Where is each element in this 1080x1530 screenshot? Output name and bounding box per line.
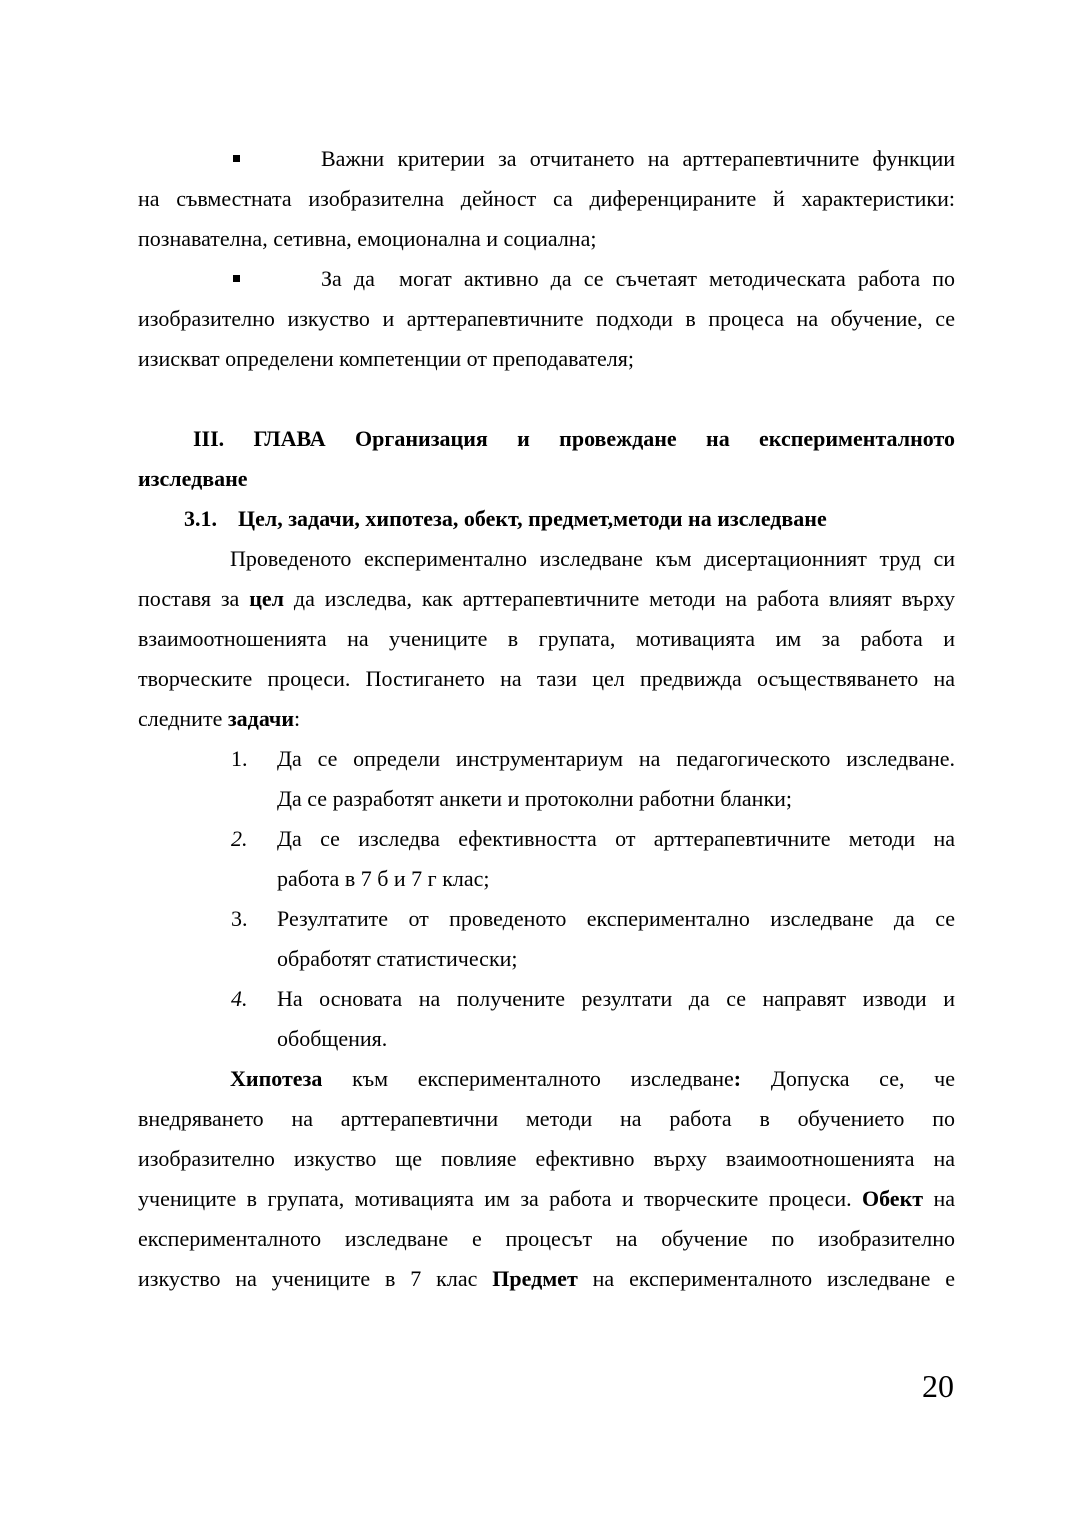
section-number: 3.1. (184, 506, 217, 531)
bullet-2-line-2: изобразително изкуство и арттерапевтичните подходи в процеса на обучение, се (138, 306, 955, 331)
task-4-line-1: На основата на получените резултати да се направят изводи и (277, 986, 955, 1011)
task-2-line-1: Да се изследва ефективността от арттерапевтичните методи на (277, 826, 955, 851)
bullet-1-line-2: на съвместната изобразителна дейност са диференцираните й характеристики: (138, 186, 955, 211)
task-number: 1. (231, 746, 248, 771)
hypothesis-line-2: внедряването на арттерапевтични методи на работа в обучението по (138, 1106, 955, 1131)
chapter-heading-line-1: III. ГЛАВА Организация и провеждане на експерименталното (193, 426, 955, 451)
intro-line-3: взаимоотношенията на учениците в групата, мотивацията им за работа и (138, 626, 955, 651)
hypothesis-term: Хипотеза (230, 1066, 323, 1091)
task-3-line-2: обработят статистически; (277, 946, 518, 971)
hypothesis-line-4: учениците в групата, мотивацията им за работа и творческите процеси. Обект на (138, 1186, 955, 1211)
task-2-line-2: работа в 7 б и 7 г клас; (277, 866, 490, 891)
hypothesis-line-6: изкуство на учениците в 7 клас Предмет на експерименталното изследване е (138, 1266, 955, 1291)
hypothesis-line-5: експерименталното изследване е процесът на обучение по изобразително (138, 1226, 955, 1251)
bullet-2-line-3: изискват определени компетенции от преподавателя; (138, 346, 635, 371)
hypothesis-line-3: изобразително изкуство ще повлияе ефективно върху взаимоотношенията на (138, 1146, 955, 1171)
bullet-square-icon (233, 275, 240, 282)
task-number: 3. (231, 906, 248, 931)
subject-term: Предмет (492, 1266, 578, 1291)
tasks-term: задачи (227, 706, 295, 731)
task-3-line-1: Резултатите от проведеното експериментално изследване да се (277, 906, 955, 931)
goal-term: цел (249, 586, 284, 611)
object-term: Обект (861, 1186, 924, 1211)
bullet-square-icon (233, 155, 240, 162)
task-1-line-1: Да се определи инструментариум на педагогическото изследване. (277, 746, 955, 771)
chapter-heading-line-2: изследване (138, 466, 248, 491)
section-title: Цел, задачи, хипотеза, обект, предмет,методи на изследване (238, 506, 827, 531)
bullet-1-line-1: Важни критерии за отчитането на арттерапевтичните функции (321, 146, 955, 171)
page-number: 20 (922, 1368, 954, 1404)
task-number: 2. (231, 826, 248, 851)
intro-line-2: поставя за цел да изследва, как арттерапевтичните методи на работа влияят върху (138, 586, 955, 611)
intro-line-5: следните задачи: (138, 706, 301, 731)
bullet-2-line-1: За да могат активно да се съчетаят методическата работа по (321, 266, 955, 291)
hypothesis-line-1: Хипотеза към експерименталното изследване: Допуска се, че (230, 1066, 955, 1091)
task-number: 4. (231, 986, 248, 1011)
task-4-line-2: обобщения. (277, 1026, 388, 1051)
task-1-line-2: Да се разработят анкети и протоколни работни бланки; (277, 786, 793, 811)
intro-line-1: Проведеното експериментално изследване към дисертационният труд си (230, 546, 955, 571)
bullet-1-line-3: познавателна, сетивна, емоционална и социална; (138, 226, 597, 251)
intro-line-4: творческите процеси. Постигането на тази цел предвижда осъществяването на (138, 666, 955, 691)
